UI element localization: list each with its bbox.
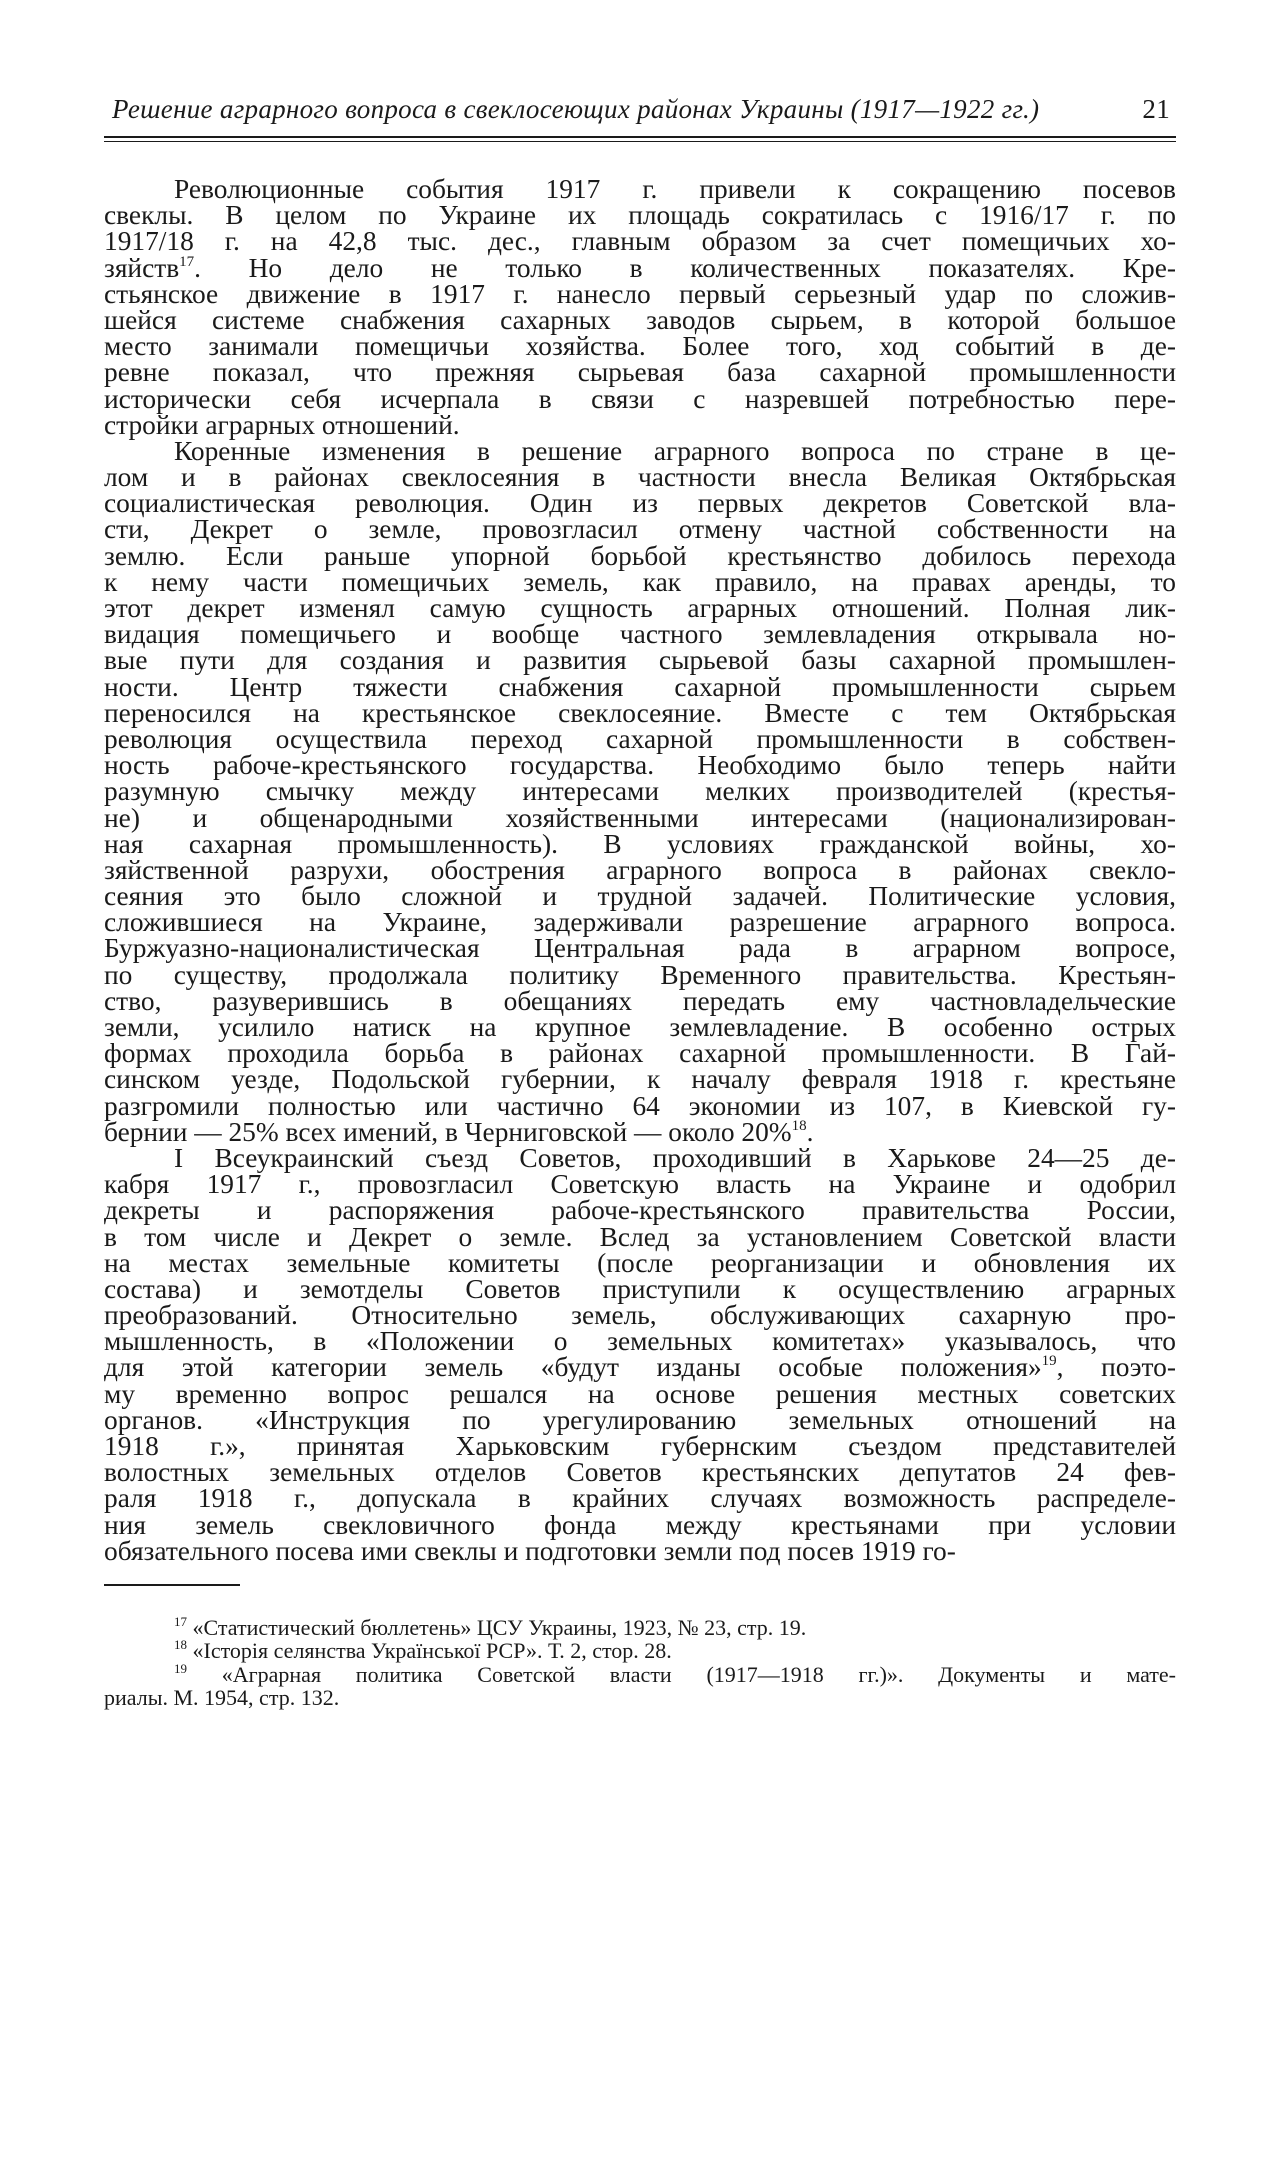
text-line: 1918 г.», принятая Харьковским губернским съездом представителей xyxy=(104,1431,1176,1461)
header-rule xyxy=(104,136,1176,142)
footnote-continuation: риалы. М. 1954, стр. 132. xyxy=(104,1685,340,1711)
text-line: разгромили полностью или частично 64 экономии из 107, в Киевской гу- xyxy=(104,1090,1176,1121)
text-line: социалистическая революция. Один из первых декретов Советской вла- xyxy=(104,488,1176,519)
footnote-rule xyxy=(104,1584,240,1586)
text-line: мышленность, в «Положении о земельных комитетах» указывалось, что xyxy=(104,1326,1176,1357)
text-line: для этой категории земель «будут изданы особые положения»$^{19}$, поэто- xyxy=(104,1352,1176,1383)
text-line: к нему части помещичьих земель, как правило, на правах аренды, то xyxy=(104,566,1176,597)
text-line: стройки аграрных отношений. xyxy=(104,409,460,440)
text-line: землю. Если раньше упорной борьбой крестьянство добилось перехода xyxy=(104,540,1176,571)
text-line: сти, Декрет о земле, провозгласил отмену частной собственности на xyxy=(104,514,1176,545)
running-head xyxy=(104,94,1176,128)
text-line: не) и общенародными хозяйственными интересами (национализирован- xyxy=(104,802,1176,833)
text-line: состава) и земотделы Советов приступили к осуществлению аграрных xyxy=(104,1273,1176,1304)
text-line: свеклы. В целом по Украине их площадь сократилась с 1916/17 г. по xyxy=(104,200,1176,231)
footnote-number: 17 xyxy=(174,1613,187,1629)
text-line: исторически себя исчерпала в связи с назревшей потребностью пере- xyxy=(104,383,1176,414)
text-line: органов. «Инструкция по урегулированию земельных отношений на xyxy=(104,1404,1176,1435)
footnote: $^{17}$ «Статистический бюллетень» ЦСУ Украины, 1923, № 23, стр. 19. xyxy=(174,1613,807,1640)
text-line: по существу, продолжала политику Временного правительства. Крестьян- xyxy=(104,959,1176,990)
text-line: ство, разуверившись в обещаниях передать ему частновладельческие xyxy=(104,985,1176,1016)
text-line: место занимали помещичьи хозяйства. Более того, ход событий в де- xyxy=(104,331,1176,362)
running-head-title: Решение аграрного вопроса в свеклосеющих районах Украины (1917—1922 гг.) xyxy=(112,94,1040,124)
text-line: этот декрет изменял самую сущность аграрных отношений. Полная лик- xyxy=(104,593,1176,623)
text-line: волостных земельных отделов Советов крестьянских депутатов 24 фев- xyxy=(104,1457,1176,1488)
footnote: $^{18}$ «Історія селянства Української РСР». Т. 2, стор. 28. xyxy=(174,1637,672,1664)
text-line: ревне показал, что прежняя сырьевая база сахарной промышленности xyxy=(104,357,1176,388)
text-line: земли, усилило натиск на крупное землевладение. В особенно острых xyxy=(104,1012,1176,1042)
text-line: преобразований. Относительно земель, обслуживающих сахарную про- xyxy=(104,1300,1176,1331)
text-line: I Всеукраинский съезд Советов, проходивший в Харькове 24—25 де- xyxy=(174,1142,1176,1173)
text-line: видация помещичьего и вообще частного землевладения открывала но- xyxy=(104,619,1176,650)
page-number: 21 xyxy=(1142,94,1170,124)
footnote: $^{19}$ «Аграрная политика Советской власти (1917—1918 гг.)». Документы и мате- xyxy=(174,1660,1176,1687)
text-line: революция осуществила переход сахарной промышленности в собствен- xyxy=(104,723,1176,754)
text-line: формах проходила борьба в районах сахарной промышленности. В Гай- xyxy=(104,1038,1176,1069)
footnote-number: 19 xyxy=(174,1660,187,1676)
text-line: сложившиеся на Украине, задерживали разрешение аграрного вопроса. xyxy=(104,907,1176,938)
text-line: Буржуазно-националистическая Центральная рада в аграрном вопросе, xyxy=(104,933,1176,964)
text-line: стьянское движение в 1917 г. нанесло первый серьезный удар по сложив- xyxy=(104,278,1176,309)
text-line: ности. Центр тяжести снабжения сахарной промышленности сырьем xyxy=(104,671,1176,702)
paragraph xyxy=(104,1142,1176,1566)
footnote-number: 18 xyxy=(174,1637,187,1653)
text-line: вые пути для создания и развития сырьевой базы сахарной промышлен- xyxy=(104,645,1176,676)
text-line: шейся системе снабжения сахарных заводов сырьем, в которой большое xyxy=(104,304,1176,335)
text-line: ния земель свекловичного фонда между крестьянами при условии xyxy=(104,1509,1176,1540)
text-line: 1917/18 г. на 42,8 тыс. дес., главным образом за счет помещичьих хо- xyxy=(104,226,1176,257)
text-line: му временно вопрос решался на основе решения местных советских xyxy=(104,1378,1176,1409)
book-page xyxy=(104,94,1176,1710)
text-line: Коренные изменения в решение аграрного вопроса по стране в це- xyxy=(174,435,1176,466)
text-line: зяйств$^{17}$. Но дело не только в количественных показателях. Кре- xyxy=(104,252,1176,283)
text-line: лом и в районах свеклосеяния в частности внесла Великая Октябрьская xyxy=(104,462,1176,493)
text-line: переносился на крестьянское свеклосеяние. Вместе с тем Октябрьская xyxy=(104,697,1176,728)
body-text xyxy=(104,176,1176,1564)
text-line: зяйственной разрухи, обострения аграрного вопроса в районах свекло- xyxy=(104,854,1176,885)
footnote-ref[interactable]: 17 xyxy=(179,253,195,270)
text-line: сеяния это было сложной и трудной задачей. Политические условия, xyxy=(104,881,1176,912)
text-line: на местах земельные комитеты (после реорганизации и обновления их xyxy=(104,1247,1176,1278)
footnotes xyxy=(104,1613,1176,1711)
footnote-ref[interactable]: 19 xyxy=(1041,1353,1057,1370)
text-line: обязательного посева ими свеклы и подготовки земли под посев 1919 го- xyxy=(104,1535,956,1566)
text-line: ная сахарная промышленность). В условиях гражданской войны, хо- xyxy=(104,828,1176,859)
text-line: в том числе и Декрет о земле. Вслед за установлением Советской власти xyxy=(104,1221,1176,1252)
paragraph xyxy=(104,435,1176,1147)
text-line: синском уезде, Подольской губернии, к началу февраля 1918 г. крестьяне xyxy=(104,1064,1176,1095)
text-line: бернии — 25% всех имений, в Черниговской — около 20%$^{18}$. xyxy=(104,1116,814,1147)
text-line: кабря 1917 г., провозгласил Советскую власть на Украине и одобрил xyxy=(104,1169,1176,1200)
text-line: разумную смычку между интересами мелких производителей (крестья- xyxy=(104,776,1176,807)
text-line: декреты и распоряжения рабоче-крестьянского правительства России, xyxy=(104,1195,1176,1226)
text-line: раля 1918 г., допускала в крайних случаях возможность распределе- xyxy=(104,1483,1176,1514)
text-line: Революционные события 1917 г. привели к сокращению посевов xyxy=(174,174,1176,204)
text-line: ность рабоче-крестьянского государства. Необходимо было теперь найти xyxy=(104,750,1176,781)
paragraph xyxy=(104,176,1176,438)
footnote-ref[interactable]: 18 xyxy=(791,1117,807,1134)
